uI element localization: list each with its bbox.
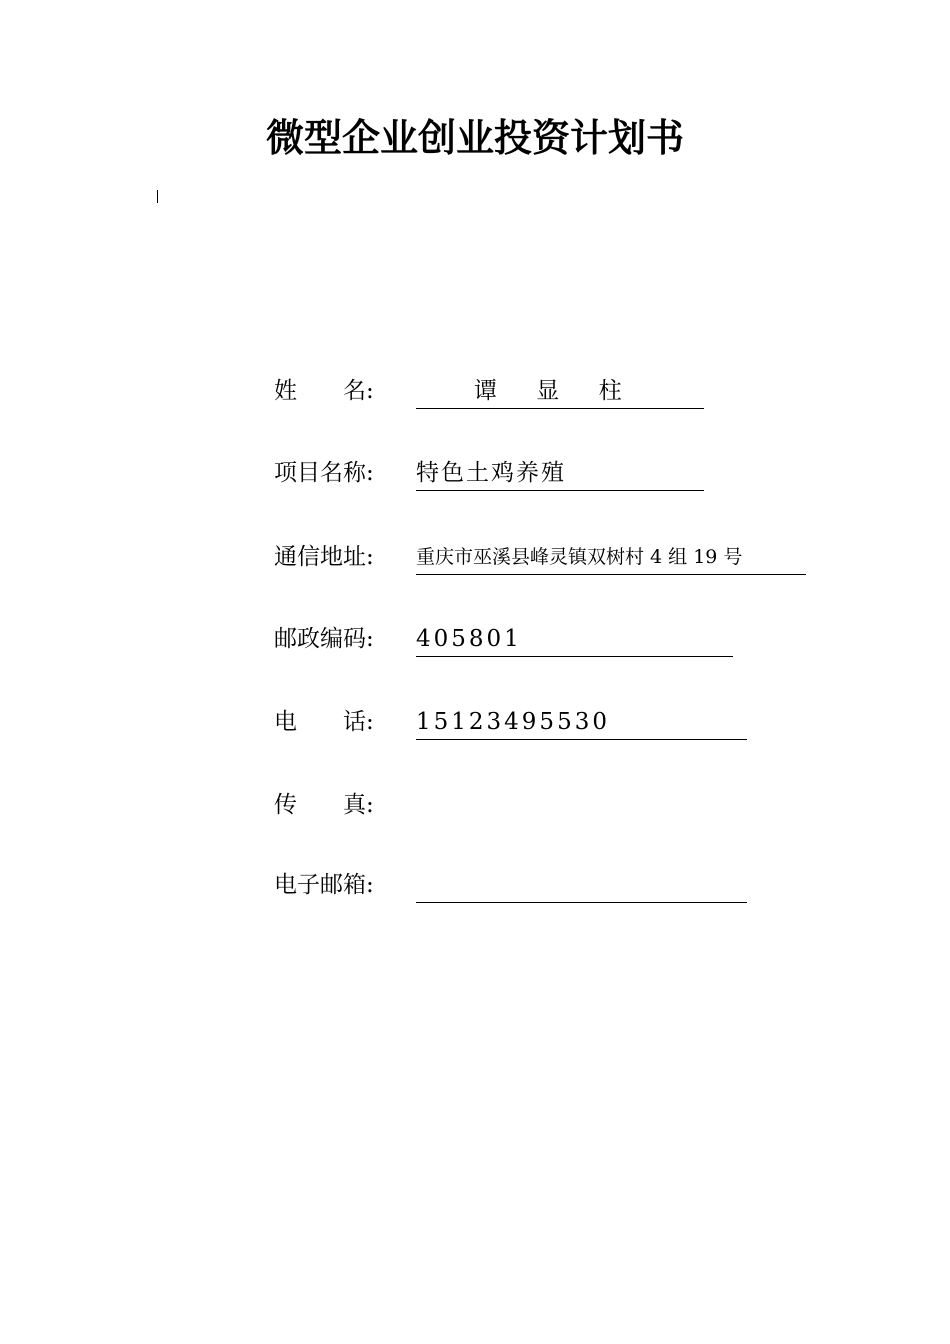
text-cursor-mark [157, 190, 158, 203]
project-label: 项目名称: [274, 460, 374, 486]
phone-value[interactable]: 15123495530 [416, 705, 747, 740]
postcode-value[interactable]: 405801 [416, 622, 733, 657]
project-value[interactable]: 特色土鸡养殖 [416, 456, 704, 491]
name-label: 姓 名: [274, 378, 374, 404]
email-label: 电子邮箱: [274, 872, 374, 898]
address-value[interactable]: 重庆市巫溪县峰灵镇双树村 4 组 19 号 [416, 540, 806, 575]
postcode-label: 邮政编码: [274, 626, 374, 652]
name-value[interactable]: 谭 显 柱 [416, 374, 704, 409]
fax-label: 传 真: [274, 792, 374, 818]
page-title: 微型企业创业投资计划书 [265, 116, 684, 160]
address-label: 通信地址: [274, 544, 374, 570]
phone-label: 电 话: [274, 709, 374, 735]
email-value[interactable] [416, 868, 747, 903]
